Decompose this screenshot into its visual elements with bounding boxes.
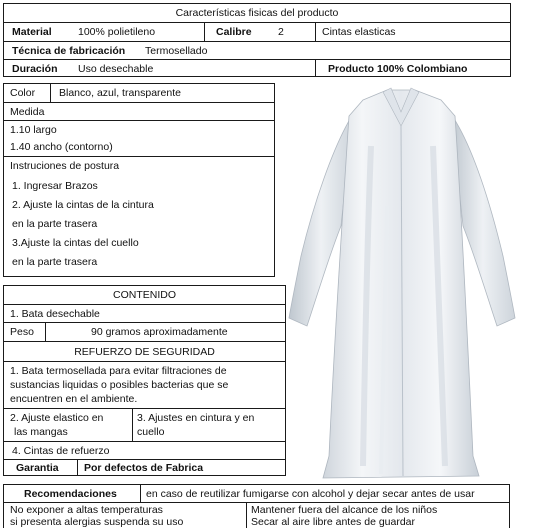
contenido-box [3, 285, 286, 476]
ajuste-3-line: cuello [137, 426, 165, 438]
specs-box [3, 83, 275, 277]
product-photo [283, 86, 519, 480]
producto-label: Producto 100% Colombiano [328, 63, 468, 75]
refuerzo-line: 1. Bata termosellada para evitar filtraciones de [10, 365, 227, 377]
ajuste-3-line: 3. Ajustes en cintura y en [137, 412, 255, 424]
material-value: 100% polietileno [78, 26, 156, 38]
material-row [4, 23, 510, 42]
color-value: Blanco, azul, transparente [59, 87, 181, 99]
white-lab-coat-photo [283, 86, 519, 480]
header-title-row [4, 4, 510, 23]
step-line: 3.Ajuste la cintas del cuello [12, 237, 139, 249]
refuerzo-title: REFUERZO DE SEGURIDAD [74, 346, 215, 358]
recomendacion-left: No exponer a altas temperaturas [10, 504, 163, 516]
refuerzo-title-row [4, 342, 285, 362]
ajustes-row [4, 409, 285, 442]
tecnica-label: Técnica de fabricación [12, 45, 126, 57]
cintas-refuerzo: 4. Cintas de refuerzo [12, 445, 110, 457]
contenido-title: CONTENIDO [113, 289, 176, 301]
ajuste-2-line: 2. Ajuste elastico en [10, 412, 104, 424]
garantia-label: Garantia [16, 462, 59, 474]
ancho-row [4, 121, 274, 157]
step-line: 2. Ajuste la cintas de la cintura [12, 199, 154, 211]
garantia-value: Por defectos de Fabrica [84, 462, 204, 474]
page-title: Características fisicas del producto [175, 7, 339, 19]
ajuste-2-line: las mangas [14, 426, 68, 438]
material-label: Material [12, 26, 52, 38]
color-label: Color [10, 87, 36, 99]
bata-row [4, 305, 285, 323]
header-table [3, 3, 511, 77]
recomendaciones-text: en caso de reutilizar fumigarse con alcohol y dejar secar antes de usar [146, 488, 475, 500]
recomendaciones-box [3, 484, 510, 528]
refuerzo-desc-row [4, 362, 285, 409]
step-line: en la parte trasera [12, 218, 98, 230]
medida-row [4, 103, 274, 121]
ancho-value: 1.40 ancho (contorno) [10, 141, 113, 153]
medida-label: Medida [10, 106, 45, 118]
recomendaciones-row [4, 485, 509, 503]
recomendacion-left: si presenta alergias suspenda su uso [10, 516, 184, 528]
step-line: en la parte trasera [12, 256, 98, 268]
peso-row [4, 323, 285, 342]
tecnica-value: Termosellado [145, 45, 208, 57]
step-line: 1. Ingresar Brazos [12, 180, 98, 192]
recomendaciones-label: Recomendaciones [24, 488, 117, 500]
duracion-label: Duración [12, 63, 58, 75]
duracion-value: Uso desechable [78, 63, 154, 75]
peso-value: 90 gramos aproximadamente [91, 326, 228, 338]
refuerzo-line: encuentren en el ambiente. [10, 393, 138, 405]
instrucciones-label: Instruciones de postura [10, 160, 120, 172]
largo-value: 1.10 largo [10, 124, 57, 136]
contenido-item: 1. Bata desechable [10, 308, 100, 320]
recomendacion-right: Mantener fuera del alcance de los niños [251, 504, 438, 516]
calibre-value: 2 [278, 26, 284, 38]
cintas-refuerzo-row [4, 442, 285, 460]
calibre-label: Calibre [216, 26, 252, 38]
cintas-value: Cintas elasticas [322, 26, 396, 38]
tecnica-row [4, 42, 510, 60]
contenido-title-row [4, 286, 285, 305]
refuerzo-line: sustancias liquidas o posibles bacterias que se [10, 379, 229, 391]
peso-label: Peso [10, 326, 34, 338]
color-row [4, 84, 274, 103]
recomendacion-right: Secar al aire libre antes de guardar [251, 516, 416, 528]
